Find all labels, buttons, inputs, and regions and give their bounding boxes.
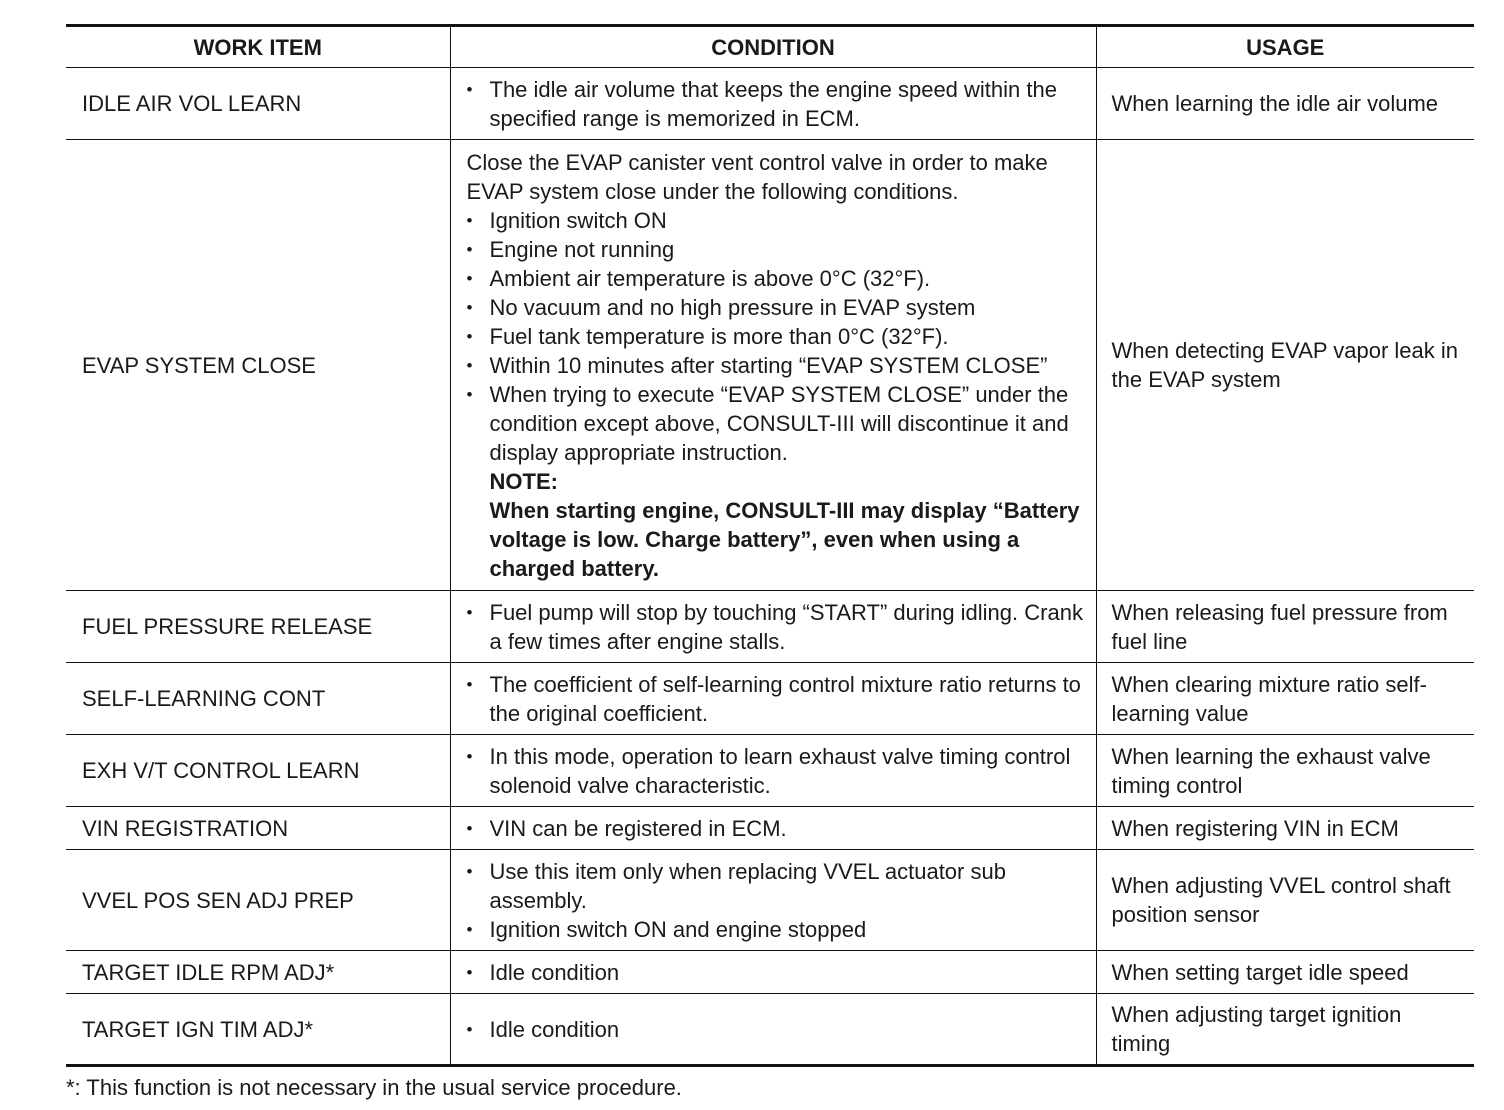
condition-bullet: • Fuel tank temperature is more than 0°C (32°F). <box>467 322 1084 351</box>
table-row <box>66 140 1474 591</box>
header-usage: USAGE <box>1096 26 1474 68</box>
condition-bullet: • In this mode, operation to learn exhaust valve timing control solenoid valve characteristic. <box>467 742 1084 800</box>
condition-bullet: • Within 10 minutes after starting “EVAP SYSTEM CLOSE” <box>467 351 1084 380</box>
table-row <box>66 68 1474 140</box>
condition-bullet: • Engine not running <box>467 235 1084 264</box>
usage-cell: When registering VIN in ECM <box>1096 807 1474 850</box>
condition-cell <box>450 140 1096 591</box>
work-item-cell: TARGET IDLE RPM ADJ* <box>66 951 450 994</box>
condition-cell <box>450 68 1096 140</box>
condition-intro: Close the EVAP canister vent control valve in order to make EVAP system close under the following conditions. <box>466 149 1048 204</box>
work-item-cell: EXH V/T CONTROL LEARN <box>66 735 450 807</box>
usage-cell: When learning the exhaust valve timing control <box>1096 735 1474 807</box>
table-row <box>66 663 1474 735</box>
work-item-cell: VIN REGISTRATION <box>66 807 450 850</box>
condition-cell <box>450 807 1096 850</box>
note-text: When starting engine, CONSULT-III may display “Battery voltage is low. Charge battery”, even when using a charged battery. <box>489 497 1080 581</box>
condition-cell <box>450 663 1096 735</box>
table-header-row <box>66 26 1474 68</box>
header-work-item: WORK ITEM <box>66 26 450 68</box>
usage-cell: When adjusting target ignition timing <box>1096 994 1474 1066</box>
condition-bullet: • Use this item only when replacing VVEL actuator sub assembly. <box>467 857 1084 915</box>
work-item-cell: TARGET IGN TIM ADJ* <box>66 994 450 1066</box>
condition-bullet: • Idle condition <box>467 1015 1084 1044</box>
footnote: *: This function is not necessary in the usual service procedure. <box>66 1075 682 1100</box>
table-row <box>66 807 1474 850</box>
condition-cell <box>450 850 1096 951</box>
usage-cell: When setting target idle speed <box>1096 951 1474 994</box>
usage-cell: When adjusting VVEL control shaft position sensor <box>1096 850 1474 951</box>
note-label: NOTE: <box>489 468 558 494</box>
table-row <box>66 735 1474 807</box>
table-row <box>66 951 1474 994</box>
condition-bullet: • Fuel pump will stop by touching “START” during idling. Crank a few times after engine stalls. <box>467 598 1084 656</box>
work-item-cell: SELF-LEARNING CONT <box>66 663 450 735</box>
usage-cell: When detecting EVAP vapor leak in the EVAP system <box>1096 140 1474 591</box>
usage-cell: When clearing mixture ratio self-learning value <box>1096 663 1474 735</box>
condition-cell <box>450 591 1096 663</box>
work-item-cell: VVEL POS SEN ADJ PREP <box>66 850 450 951</box>
condition-bullet: • Ambient air temperature is above 0°C (32°F). <box>467 264 1084 293</box>
condition-bullet: • Ignition switch ON <box>467 206 1084 235</box>
table-row <box>66 994 1474 1066</box>
condition-bullet: • The coefficient of self-learning control mixture ratio returns to the original coefficient. <box>467 670 1084 728</box>
work-support-table-container <box>66 24 1474 1067</box>
condition-cell <box>450 735 1096 807</box>
usage-cell: When learning the idle air volume <box>1096 68 1474 140</box>
table-row <box>66 850 1474 951</box>
condition-bullet: • The idle air volume that keeps the engine speed within the specified range is memorized in ECM. <box>467 75 1084 133</box>
header-condition: CONDITION <box>450 26 1096 68</box>
table-row <box>66 591 1474 663</box>
work-item-cell: EVAP SYSTEM CLOSE <box>66 140 450 591</box>
work-support-table <box>66 24 1474 1067</box>
work-item-cell: FUEL PRESSURE RELEASE <box>66 591 450 663</box>
usage-cell: When releasing fuel pressure from fuel line <box>1096 591 1474 663</box>
condition-cell <box>450 994 1096 1066</box>
condition-bullet: • VIN can be registered in ECM. <box>467 814 1084 843</box>
work-item-cell: IDLE AIR VOL LEARN <box>66 68 450 140</box>
condition-bullet: • When trying to execute “EVAP SYSTEM CLOSE” under the condition except above, CONSULT-III will discontinue it and display appropriate instruction. <box>467 380 1084 467</box>
condition-cell <box>450 951 1096 994</box>
condition-bullet: • Idle condition <box>467 958 1084 987</box>
condition-bullet: • Ignition switch ON and engine stopped <box>467 915 1084 944</box>
condition-bullet: • No vacuum and no high pressure in EVAP system <box>467 293 1084 322</box>
